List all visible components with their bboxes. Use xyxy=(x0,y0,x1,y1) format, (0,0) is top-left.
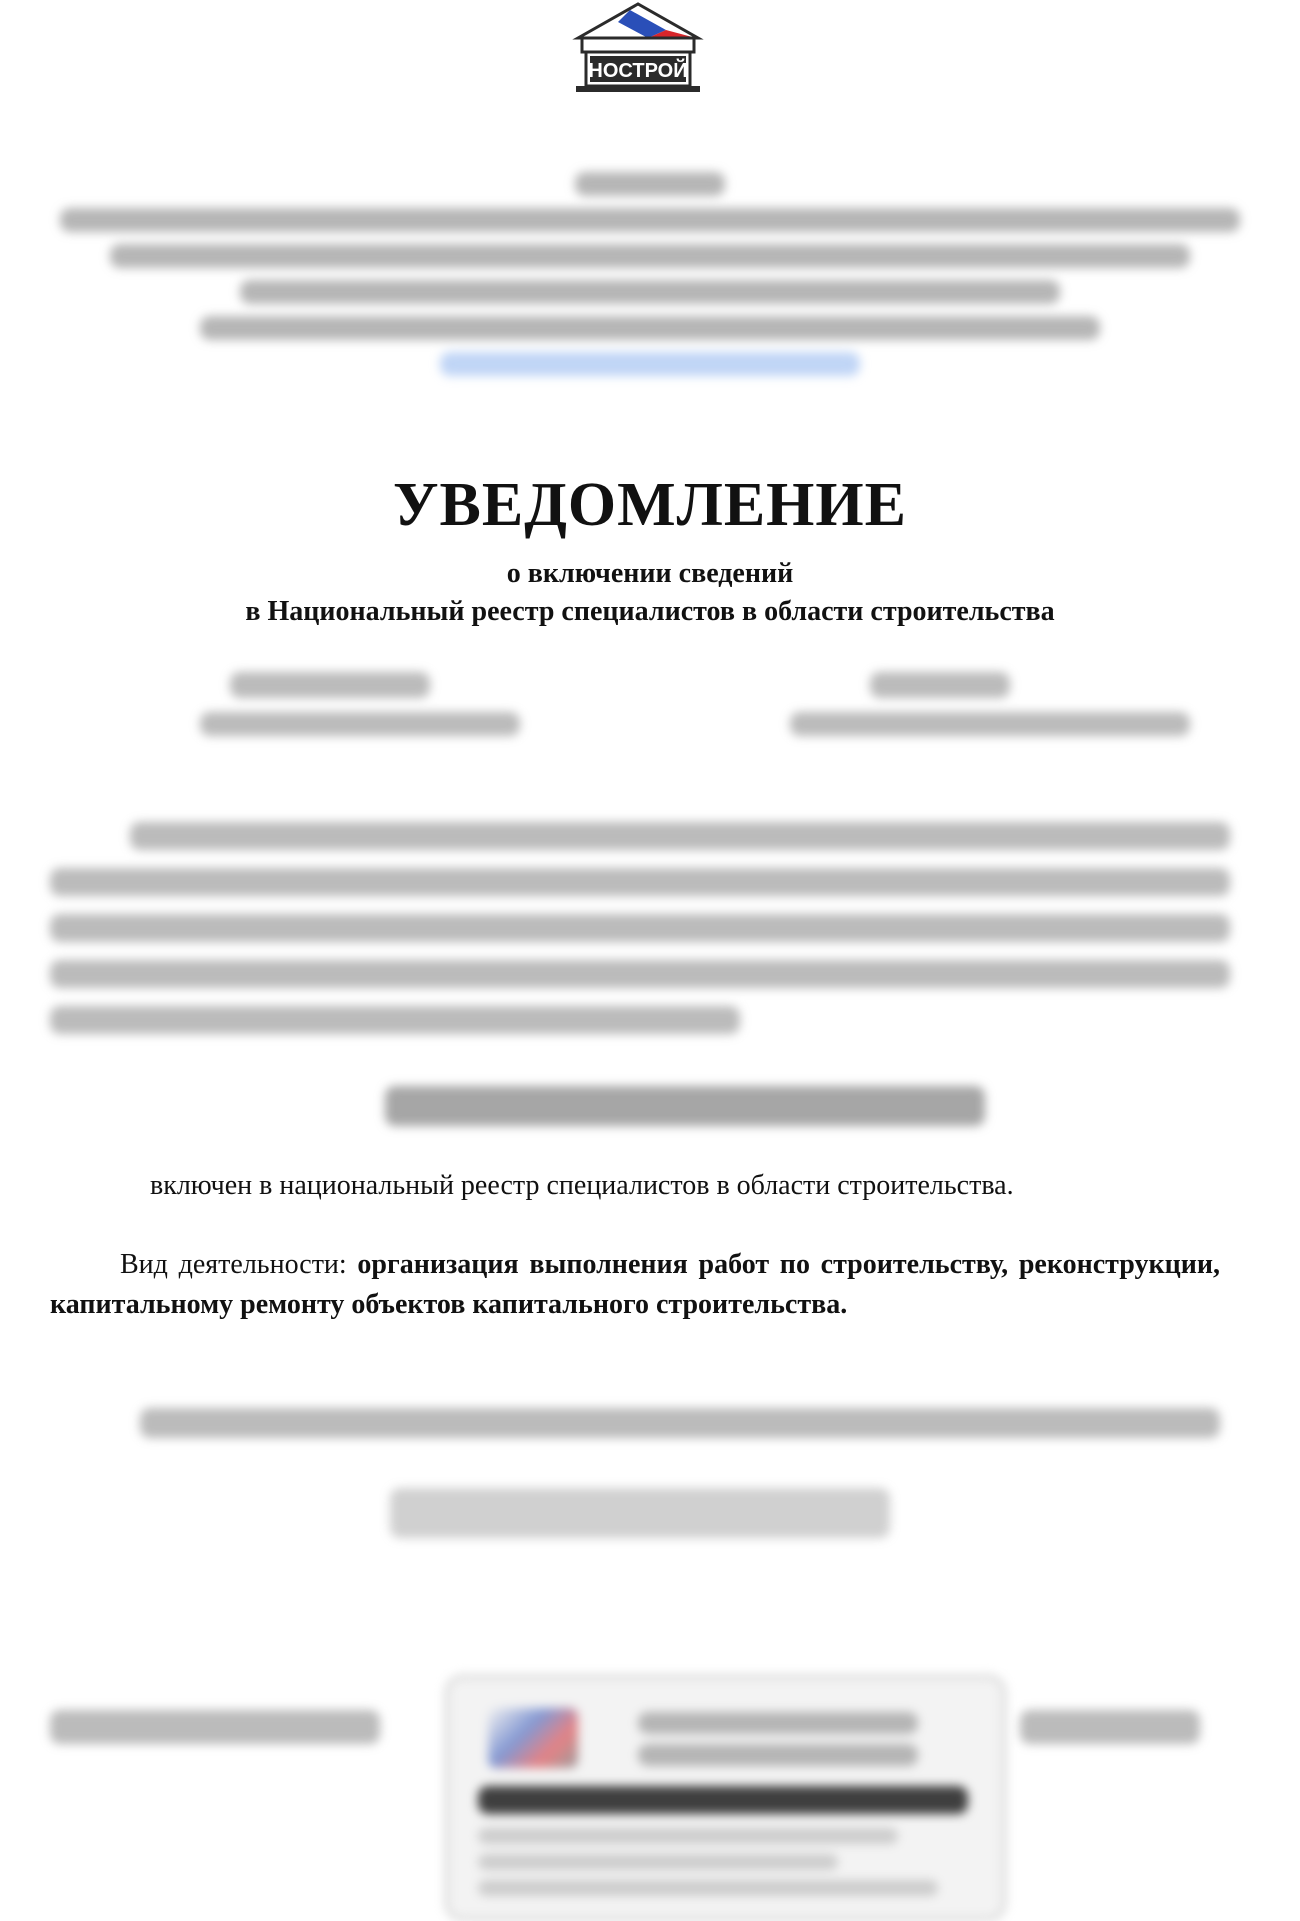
activity-value: организация выполнения работ по строительству, реконструкции, капитальному ремонту объектов капитального строительства. xyxy=(50,1249,1220,1320)
activity-label: Вид деятельности: xyxy=(120,1249,358,1280)
nostroy-logo xyxy=(568,0,708,100)
document-subtitle-1: о включении сведений xyxy=(506,558,794,589)
svg-text:НОСТРОЙ: НОСТРОЙ xyxy=(588,60,688,82)
document-title: УВЕДОМЛЕНИЕ xyxy=(393,471,907,539)
included-statement: включен в национальный реестр специалистов в области строительства. xyxy=(150,1170,1014,1201)
electronic-signature-stamp xyxy=(445,1675,1006,1921)
document-subtitle-2: в Национальный реестр специалистов в области строительства xyxy=(245,596,1055,627)
activity-paragraph xyxy=(50,1245,1220,1325)
